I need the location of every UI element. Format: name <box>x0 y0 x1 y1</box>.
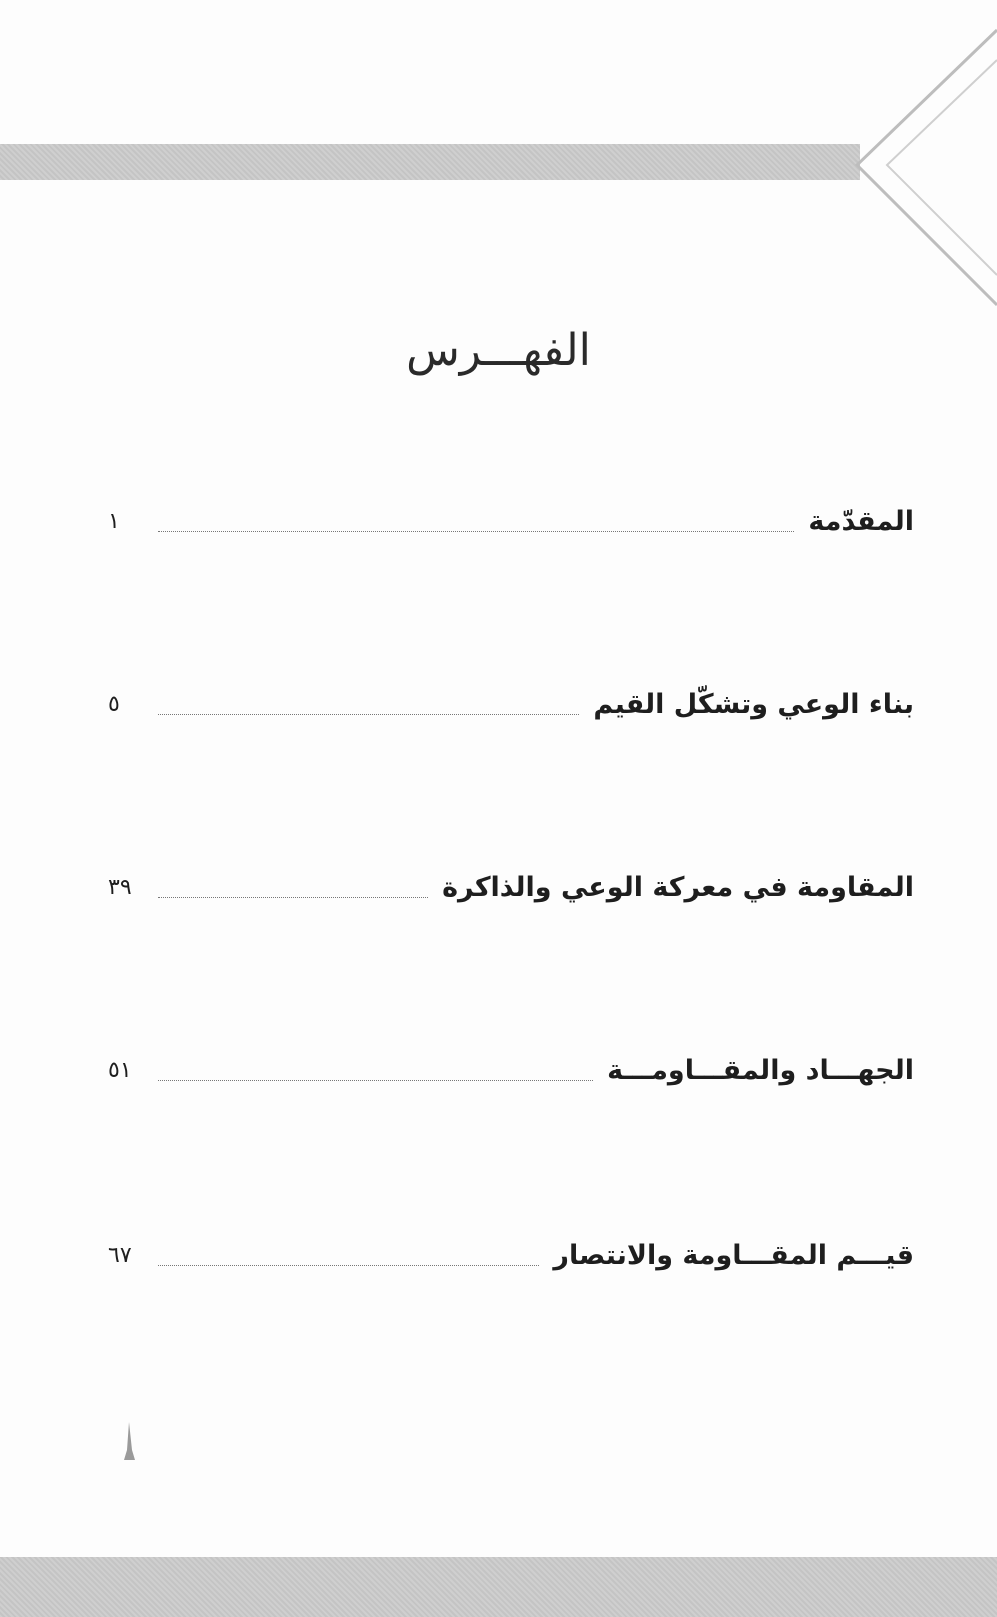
toc-dot-leader <box>158 530 794 532</box>
toc-entry-label: المقاومة في معركة الوعي والذاكرة <box>442 872 914 903</box>
paper-speck-mark <box>122 1420 136 1462</box>
toc-dot-leader <box>158 1079 593 1081</box>
toc-entry-label: الجهـــاد والمقـــاومـــة <box>607 1055 914 1086</box>
toc-title: الفهـــرس <box>406 325 591 377</box>
top-decorative-band <box>0 144 860 180</box>
toc-dot-leader <box>158 713 579 715</box>
toc-dot-leader <box>158 896 428 898</box>
toc-entry[interactable] <box>108 500 914 544</box>
toc-entry-page: ٥١ <box>108 1058 132 1083</box>
corner-chevron-decoration <box>837 0 997 320</box>
toc-entry-label: المقدّمة <box>808 506 914 537</box>
toc-entry-page: ٥ <box>108 692 120 717</box>
toc-entry-page: ١ <box>108 509 120 534</box>
bottom-decorative-band <box>0 1557 997 1617</box>
toc-entry-page: ٦٧ <box>108 1243 132 1268</box>
toc-entry[interactable] <box>108 683 914 727</box>
toc-entry-label: قيـــم المقـــاومة والانتصار <box>553 1240 914 1271</box>
toc-entry[interactable] <box>108 866 914 910</box>
toc-entry[interactable] <box>108 1049 914 1093</box>
toc-entry-label: بناء الوعي وتشكّل القيم <box>593 689 914 720</box>
toc-entry-page: ٣٩ <box>108 875 132 900</box>
toc-entry[interactable] <box>108 1234 914 1278</box>
toc-dot-leader <box>158 1264 539 1266</box>
